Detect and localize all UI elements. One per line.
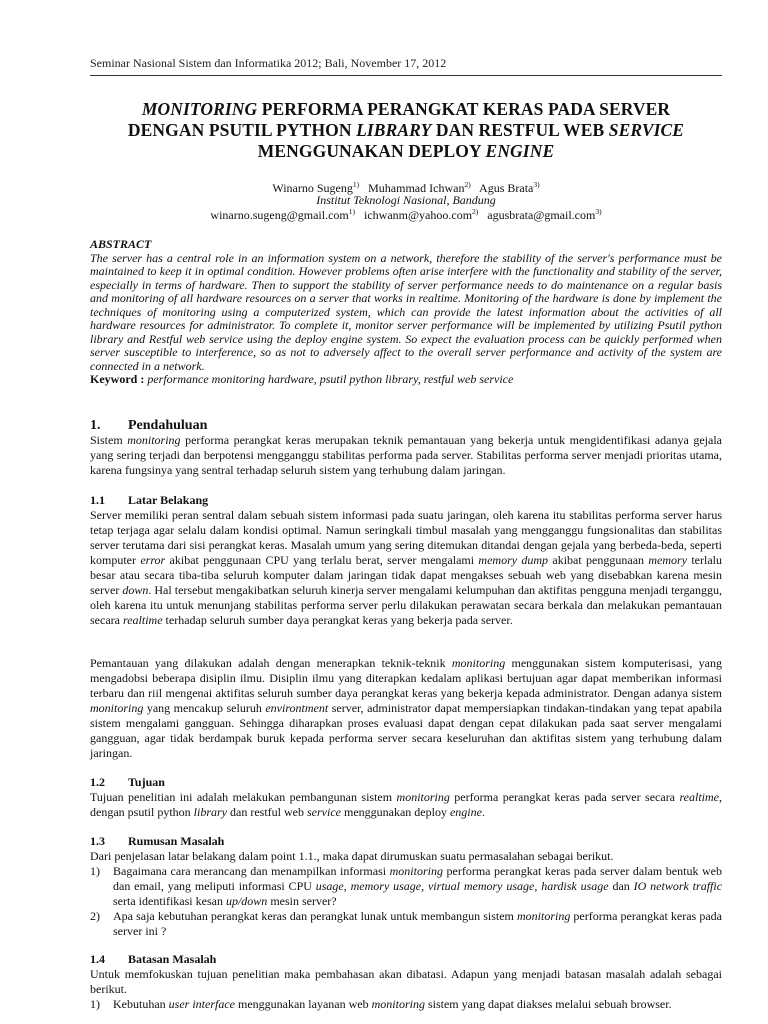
subsection-heading: 1.2 Tujuan bbox=[90, 775, 165, 789]
text-run: dan restful web bbox=[227, 805, 307, 819]
email: agusbrata@gmail.com bbox=[487, 208, 596, 222]
paragraph bbox=[90, 790, 722, 820]
text-run: Bagaimana cara merancang dan menampilkan informasi bbox=[113, 864, 390, 878]
italic-term: down bbox=[122, 583, 149, 597]
section-1-3 bbox=[90, 834, 722, 939]
italic-term: monitoring bbox=[396, 790, 450, 804]
section-1-1-cont bbox=[90, 656, 722, 761]
text-run: . bbox=[481, 805, 485, 819]
text-run: mesin server? bbox=[267, 894, 337, 908]
italic-term: monitoring bbox=[90, 701, 144, 715]
italic-term: monitoring bbox=[127, 433, 181, 447]
text-run: performa perangkat keras pada server secara bbox=[449, 790, 680, 804]
italic-term: environtment bbox=[265, 701, 329, 715]
text-run: performa perangkat keras pada server ini ? bbox=[113, 909, 722, 938]
section-heading: 1. Pendahuluan bbox=[90, 418, 208, 433]
text-run: , dengan psutil python bbox=[90, 790, 722, 819]
keywords: performance monitoring hardware, psutil python library, restful web service bbox=[147, 372, 514, 386]
text-run: dan bbox=[608, 879, 634, 893]
section-1-4 bbox=[90, 952, 722, 1012]
italic-term: engine bbox=[449, 805, 482, 819]
text-run: Server memiliki peran sentral dalam sebuah sistem informasi pada suatu jaringan, oleh karena itu stabilitas performa server harus tetap terjaga agar selalu dalam kondisi optimal. Namun seringkali timbul masalah yang mengganggu fungsionalitas dan stabilitas server terutama dari sisi perangkat keras. Masalah umum yang sering ditemukan ditandai dengan gejala yang berbeda-beda, seperti komputer bbox=[90, 508, 722, 567]
paragraph bbox=[90, 433, 722, 478]
text-run: terhadap seluruh sumber daya perangkat keras yang bekerja pada server. bbox=[162, 613, 513, 627]
text-run: Pemantauan yang dilakukan adalah dengan menerapkan teknik-teknik bbox=[90, 656, 452, 670]
section-1-1 bbox=[90, 493, 722, 628]
italic-term: monitoring bbox=[371, 997, 425, 1011]
text-run: menggunakan sistem komputerisasi, yang mengadobsi beberapa disiplin ilmu. Disiplin ilmu yang diterapkan kedalam aplikasi bertujuan agar dapat memberikan informasi terbaru dan riil mengenai aktifitas seluruh sumber daya perangkat keras yang bekerja kepada administrator. Dengan adanya sistem bbox=[90, 656, 722, 700]
text-run: performa perangkat keras pada server dalam bentuk web dan email, yang meliputi informasi CPU bbox=[113, 864, 723, 893]
email: ichwanm@yahoo.com bbox=[364, 208, 473, 222]
abstract bbox=[90, 238, 722, 387]
email: winarno.sugeng@gmail.com bbox=[210, 208, 349, 222]
text-run: menggunakan deploy bbox=[340, 805, 450, 819]
italic-term: memory bbox=[648, 553, 688, 567]
italic-term: memory usage, virtual memory usage, hardisk usage bbox=[350, 879, 609, 893]
italic-term: up/down bbox=[225, 894, 268, 908]
text-run: Apa saja kebutuhan perangkat keras dan perangkat lunak untuk membangun sistem bbox=[113, 909, 517, 923]
paragraph: Untuk memfokuskan tujuan penelitian maka pembahasan akan dibatasi. Adapun yang menjadi batasan masalah adalah sebagai berikut. bbox=[90, 967, 722, 996]
paragraph: Dari penjelasan latar belakang dalam point 1.1., maka dapat dirumuskan suatu permasalahan sebagai berikut. bbox=[90, 849, 614, 863]
header-rule bbox=[90, 75, 722, 76]
affiliation: Institut Teknologi Nasional, Bandung bbox=[316, 193, 496, 207]
list-item: 1) Bagaimana cara merancang dan menampilkan informasi monitoring performa perangkat keras pada server dalam bentuk web dan email, yang meliputi informasi CPU usage, memory usage, virtual memory usage, hardisk usage dan IO network traffic serta identifikasi kesan up/down mesin server? bbox=[90, 864, 723, 908]
text-run: Sistem bbox=[90, 433, 128, 447]
text-run: menggunakan layanan web bbox=[234, 997, 372, 1011]
italic-term: library bbox=[193, 805, 228, 819]
numbered-list bbox=[90, 997, 722, 1012]
numbered-list bbox=[90, 864, 722, 939]
author-name: Agus Brata bbox=[479, 181, 534, 195]
running-head: Seminar Nasional Sistem dan Informatika 2012; Bali, November 17, 2012 bbox=[90, 56, 447, 70]
text-run: Tujuan penelitian ini adalah melakukan pembangunan sistem bbox=[90, 790, 397, 804]
italic-term: IO network traffic bbox=[633, 879, 723, 893]
text-run: server, administrator dapat mempersiapkan tindakan-tindakan yang tepat apabila sistem mengalami gangguan. Sehingga diharapkan proses evaluasi dapat dengan cepat dilakukan pada saat server mengalami gangguan, agar tidak berdampak buruk kepada performa server secara keseluruhan dan aktifitas sistem yang terhubung dalam jaringan. bbox=[90, 701, 722, 760]
italic-term: error bbox=[140, 553, 166, 567]
text-run: , bbox=[343, 879, 351, 893]
text-run: sistem yang dapat diakses melalui sebuah browser. bbox=[424, 997, 672, 1011]
list-item: 2) Apa saja kebutuhan perangkat keras dan perangkat lunak untuk membangun sistem monitoring performa perangkat keras pada server ini ? bbox=[90, 909, 722, 938]
italic-term: realtime bbox=[679, 790, 719, 804]
abstract-heading: ABSTRACT bbox=[90, 237, 152, 251]
subsection-heading: 1.3 Rumusan Masalah bbox=[90, 834, 225, 848]
italic-term: service bbox=[307, 805, 341, 819]
italic-term: usage bbox=[315, 879, 344, 893]
text-run: serta identifikasi kesan bbox=[113, 894, 226, 908]
paragraph bbox=[90, 508, 722, 628]
italic-term: user interface bbox=[168, 997, 235, 1011]
author-name: Muhammad Ichwan bbox=[368, 181, 465, 195]
italic-term: realtime bbox=[122, 613, 163, 627]
keyword-label: Keyword : bbox=[90, 372, 148, 386]
text-run: akibat penggunaan bbox=[548, 553, 649, 567]
list-item: 1) Kebutuhan user interface menggunakan layanan web monitoring sistem yang dapat diakses melalui sebuah browser. bbox=[90, 997, 672, 1011]
author-name: Winarno Sugeng bbox=[272, 181, 353, 195]
italic-term: monitoring bbox=[516, 909, 571, 923]
text-run: terlalu besar atau secara tiba-tiba seluruh komputer dalam jaringan tidak dapat mengakses sebuah web yang disebabkan karena mesin server bbox=[90, 553, 722, 597]
italic-term: monitoring bbox=[389, 864, 443, 878]
paper-title: MONITORING PERFORMA PERANGKAT KERAS PADA SERVER DENGAN PSUTIL PYTHON LIBRARY DAN RESTFUL WEB SERVICE MENGGUNAKAN DEPLOY ENGINE bbox=[127, 99, 685, 161]
text-run: Kebutuhan bbox=[113, 997, 169, 1011]
text-run: performa perangkat keras merupakan teknik pemantauan yang bekerja untuk mengidentifikasi adanya gejala yang sering terjadi dan berpotensi mengganggu stabilitas performa pada server. Stabilitas performa server menjadi prioritas utama, karena fungsinya yang sentral terhadap seluruh sistem yang terhubung dalam jaringan. bbox=[90, 433, 722, 477]
text-run: . Hal tersebut mengakibatkan seluruh kinerja server mengalami kelumpuhan dan aktifitas pengguna menjadi terganggu, oleh karena itu untuk menunjang stabilitas performa server perlu dilakukan perawatan secara berkala dan melakukan pemantauan secara bbox=[90, 583, 722, 627]
section-1-2 bbox=[90, 775, 722, 820]
author-list: Winarno Sugeng$^{1)}$ Muhammad Ichwan$^{2)}$ Agus Brata$^{3)}$ bbox=[272, 180, 540, 195]
text-run: yang mencakup seluruh bbox=[143, 701, 266, 715]
subsection-heading: 1.1 Latar Belakang bbox=[90, 493, 209, 507]
author-emails: winarno.sugeng@gmail.com$^{1)}$ ichwanm@yahoo.com$^{2)}$ agusbrata@gmail.com$^{3)}$ bbox=[210, 207, 602, 222]
section-1 bbox=[90, 418, 722, 478]
italic-term: memory dump bbox=[478, 553, 549, 567]
text-run: akibat penggunaan CPU yang terlalu berat, server mengalami bbox=[165, 553, 479, 567]
italic-term: monitoring bbox=[451, 656, 506, 670]
abstract-body: The server has a central role in an information system on a network, therefore the stability of the server's performance must be maintained to keep it in optimal condition. However problems often arise interfere with the functionality and stability of the server, especially in terms of hardware. Then to support the stability of server performance needs to do maintenance on a regular basis and monitoring of all hardware resources on a server that works in realtime. Monitoring of the hardware is done by implement the techniques of monitoring using a computerized system, which can provide the latest information about the activities of all hardware resources for administrator. To complete it, monitor server performance will be implemented by utilizing Psutil python library and Restful web service using the deploy engine system. So expect the evaluation process can be quickly performed when server susceptible to interference, so as not to adversely affect to the overall server performance and activity of the system are connected in a network. bbox=[90, 250, 722, 373]
subsection-heading: 1.4 Batasan Masalah bbox=[90, 952, 217, 966]
paragraph bbox=[90, 656, 722, 761]
